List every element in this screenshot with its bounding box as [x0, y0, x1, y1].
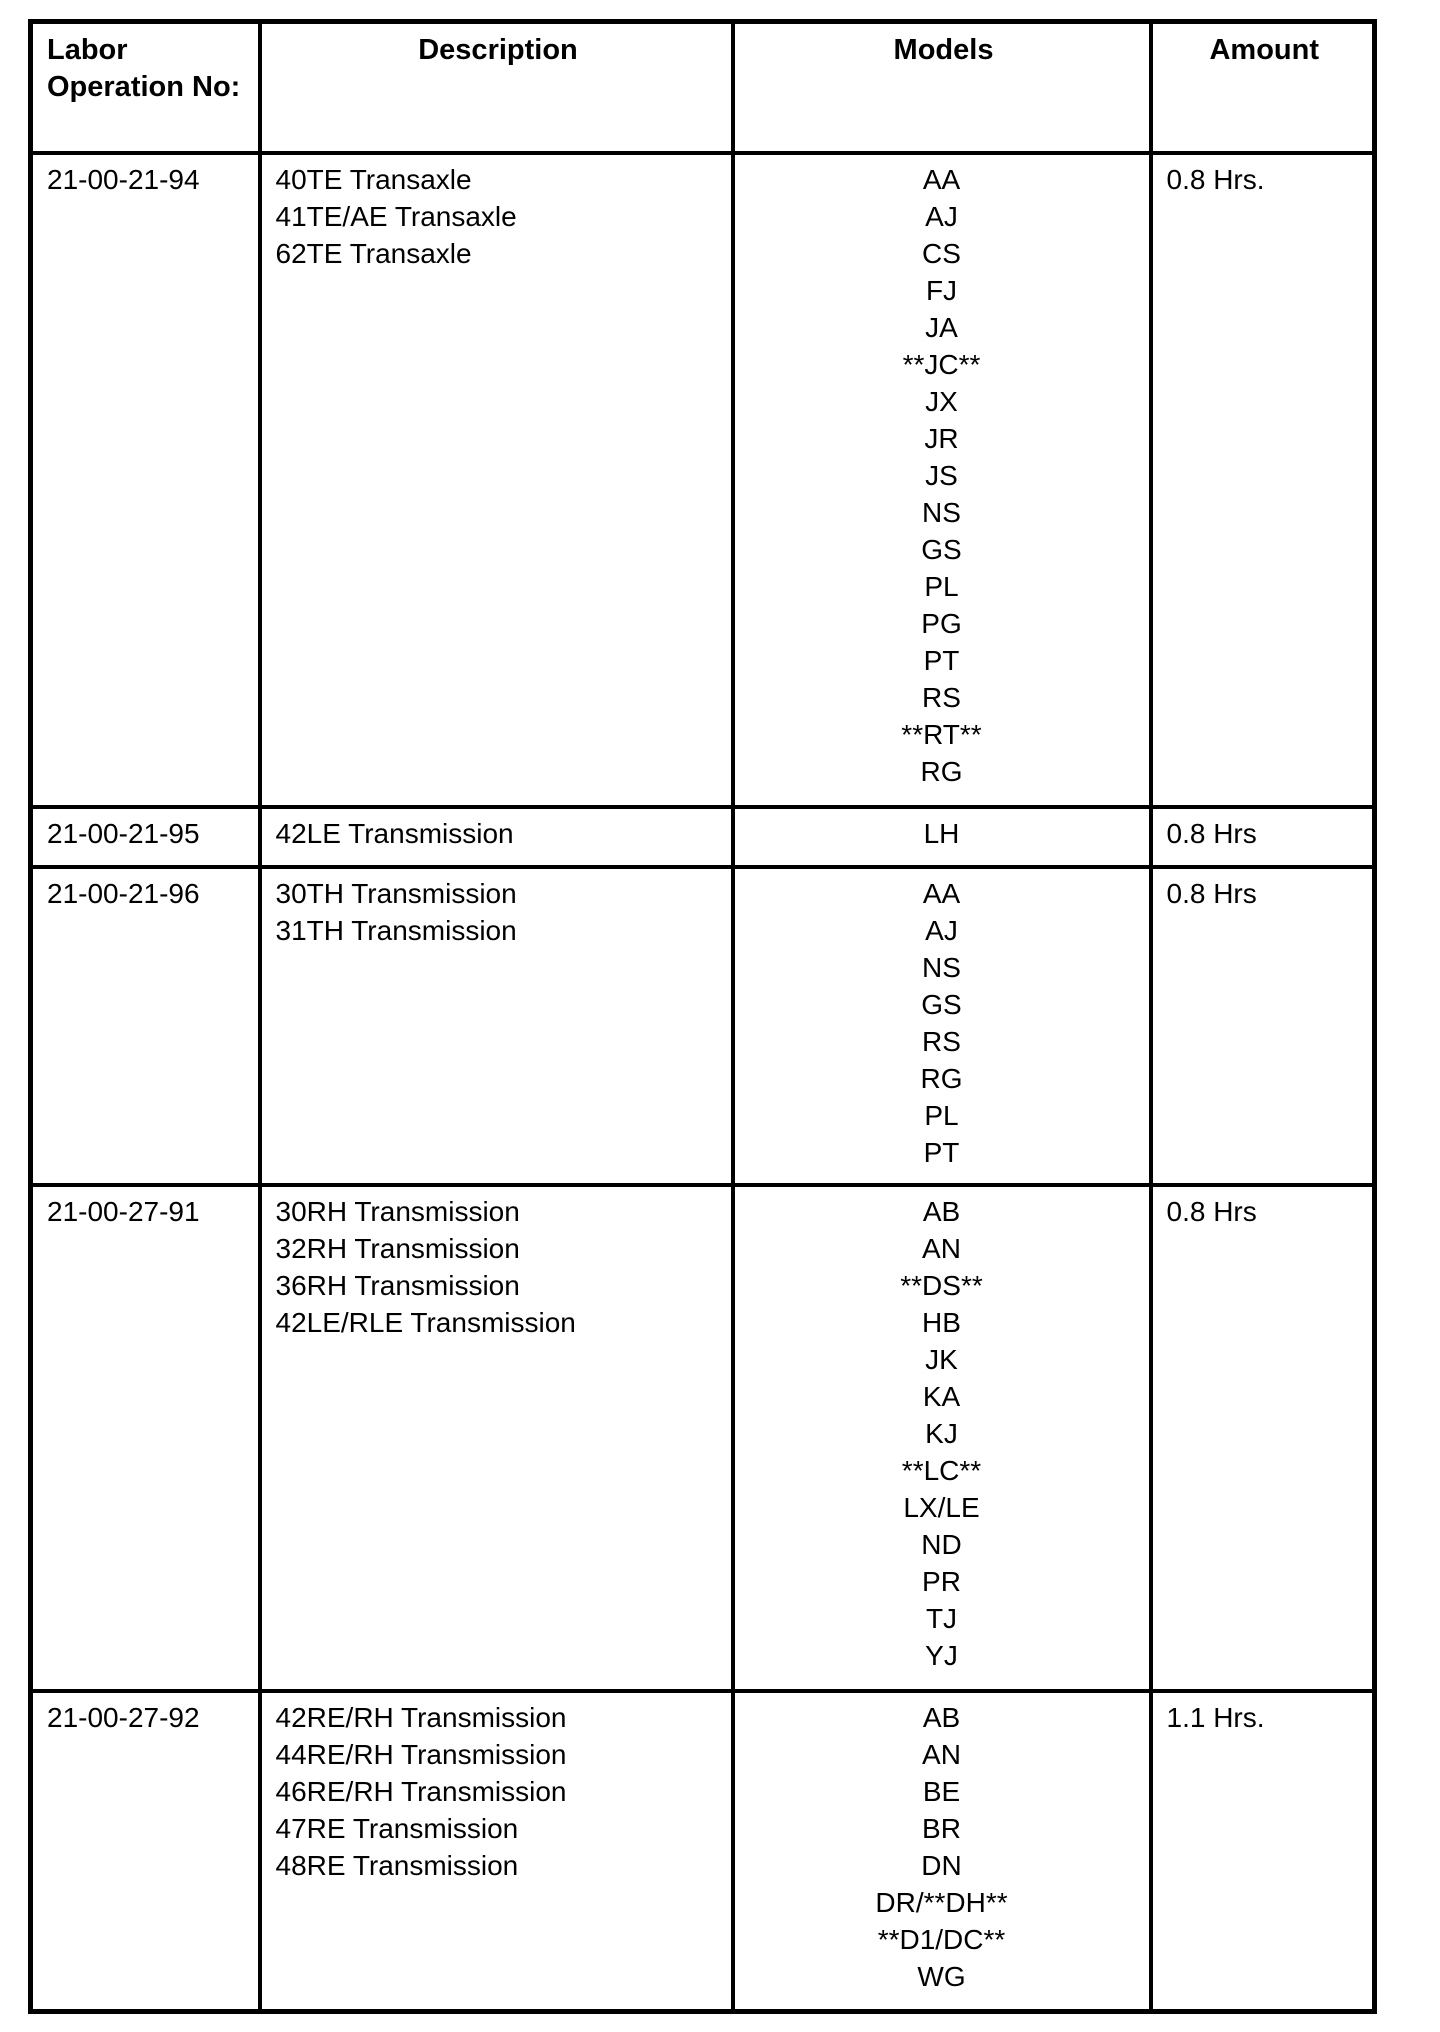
model-code: HB: [922, 1306, 961, 1338]
table-row: [31, 807, 1375, 867]
column-header: Description: [260, 22, 733, 153]
model-code: AN: [922, 1738, 961, 1770]
models-cell: [733, 1185, 1151, 1691]
model-code: AJ: [925, 914, 958, 946]
description-cell: [260, 807, 733, 867]
model-code: AA: [922, 877, 961, 909]
model-code: PG: [921, 607, 962, 639]
model-code: NS: [922, 496, 961, 528]
model-code: AN: [922, 1232, 961, 1264]
model-code: PT: [923, 644, 960, 676]
labor-op-cell: 21-00-27-91: [31, 1185, 260, 1691]
model-code: RS: [922, 1025, 961, 1057]
model-code: CS: [922, 237, 961, 269]
model-code: KA: [922, 1380, 961, 1412]
table-row: [31, 1691, 1375, 2012]
table-row: [31, 153, 1375, 807]
model-code: LH: [923, 817, 960, 849]
column-header: Labor Operation No:: [31, 22, 260, 153]
models-cell: [733, 153, 1151, 807]
amount-cell: 0.8 Hrs.: [1151, 153, 1375, 807]
model-code: BR: [922, 1812, 961, 1844]
model-code: RG: [920, 1062, 963, 1094]
description-cell: [260, 1185, 733, 1691]
description-line: 46RE/RH Transmission: [275, 1775, 567, 1807]
labor-op-cell: 21-00-27-92: [31, 1691, 260, 2012]
model-code: PR: [922, 1565, 961, 1597]
description-line: 47RE Transmission: [275, 1812, 519, 1844]
table-header: [31, 22, 1375, 153]
description-line: 36RH Transmission: [275, 1269, 520, 1301]
description-line: 44RE/RH Transmission: [275, 1738, 567, 1770]
table-row: [31, 867, 1375, 1185]
labor-op-cell: 21-00-21-96: [31, 867, 260, 1185]
description-line: 42RE/RH Transmission: [275, 1701, 567, 1733]
model-code: **D1/DC**: [877, 1923, 1006, 1955]
description-line: 42LE Transmission: [275, 817, 514, 849]
model-code: **LC**: [901, 1454, 982, 1486]
description-line: 32RH Transmission: [275, 1232, 520, 1264]
model-code: NS: [922, 951, 961, 983]
description-cell: [260, 153, 733, 807]
labor-operations-table: [28, 19, 1377, 2014]
description-line: 31TH Transmission: [275, 914, 517, 946]
model-code: **RT**: [901, 718, 982, 750]
column-header: Models: [733, 22, 1151, 153]
model-code: JR: [924, 422, 959, 454]
model-code: RS: [922, 681, 961, 713]
model-code: TJ: [925, 1602, 958, 1634]
table-row: [31, 1185, 1375, 1691]
description-line: 48RE Transmission: [275, 1849, 519, 1881]
description-cell: [260, 867, 733, 1185]
amount-cell: 0.8 Hrs: [1151, 867, 1375, 1185]
model-code: AJ: [925, 200, 958, 232]
description-line: 30TH Transmission: [275, 877, 517, 909]
model-code: AA: [922, 163, 961, 195]
model-code: PL: [924, 1099, 959, 1131]
description-line: 42LE/RLE Transmission: [275, 1306, 576, 1338]
model-code: FJ: [925, 274, 958, 306]
column-header: Amount: [1151, 22, 1375, 153]
model-code: JS: [925, 459, 958, 491]
header-row: [31, 22, 1375, 153]
model-code: JX: [925, 385, 958, 417]
description-cell: [260, 1691, 733, 2012]
amount-cell: 0.8 Hrs: [1151, 807, 1375, 867]
model-code: AB: [922, 1701, 961, 1733]
models-cell: [733, 867, 1151, 1185]
description-line: 62TE Transaxle: [275, 237, 472, 269]
model-code: PL: [924, 570, 959, 602]
description-line: 30RH Transmission: [275, 1195, 520, 1227]
amount-cell: 0.8 Hrs: [1151, 1185, 1375, 1691]
model-code: DR/**DH**: [875, 1886, 1008, 1918]
labor-op-cell: 21-00-21-95: [31, 807, 260, 867]
model-code: GS: [921, 988, 962, 1020]
model-code: BE: [922, 1775, 961, 1807]
description-line: 41TE/AE Transaxle: [275, 200, 517, 232]
model-code: YJ: [925, 1639, 958, 1671]
model-code: DN: [921, 1849, 962, 1881]
description-line: 40TE Transaxle: [275, 163, 472, 195]
model-code: GS: [921, 533, 962, 565]
model-code: ND: [921, 1528, 962, 1560]
model-code: JK: [925, 1343, 958, 1375]
model-code: WG: [917, 1960, 966, 1992]
model-code: PT: [923, 1136, 960, 1168]
labor-op-cell: 21-00-21-94: [31, 153, 260, 807]
model-code: **DS**: [900, 1269, 983, 1301]
model-code: JA: [925, 311, 958, 343]
model-code: AB: [922, 1195, 961, 1227]
table-body: [31, 153, 1375, 2012]
models-cell: [733, 1691, 1151, 2012]
model-code: KJ: [925, 1417, 958, 1449]
model-code: LX/LE: [903, 1491, 980, 1523]
model-code: **JC**: [902, 348, 981, 380]
model-code: RG: [920, 755, 963, 787]
models-cell: [733, 807, 1151, 867]
amount-cell: 1.1 Hrs.: [1151, 1691, 1375, 2012]
